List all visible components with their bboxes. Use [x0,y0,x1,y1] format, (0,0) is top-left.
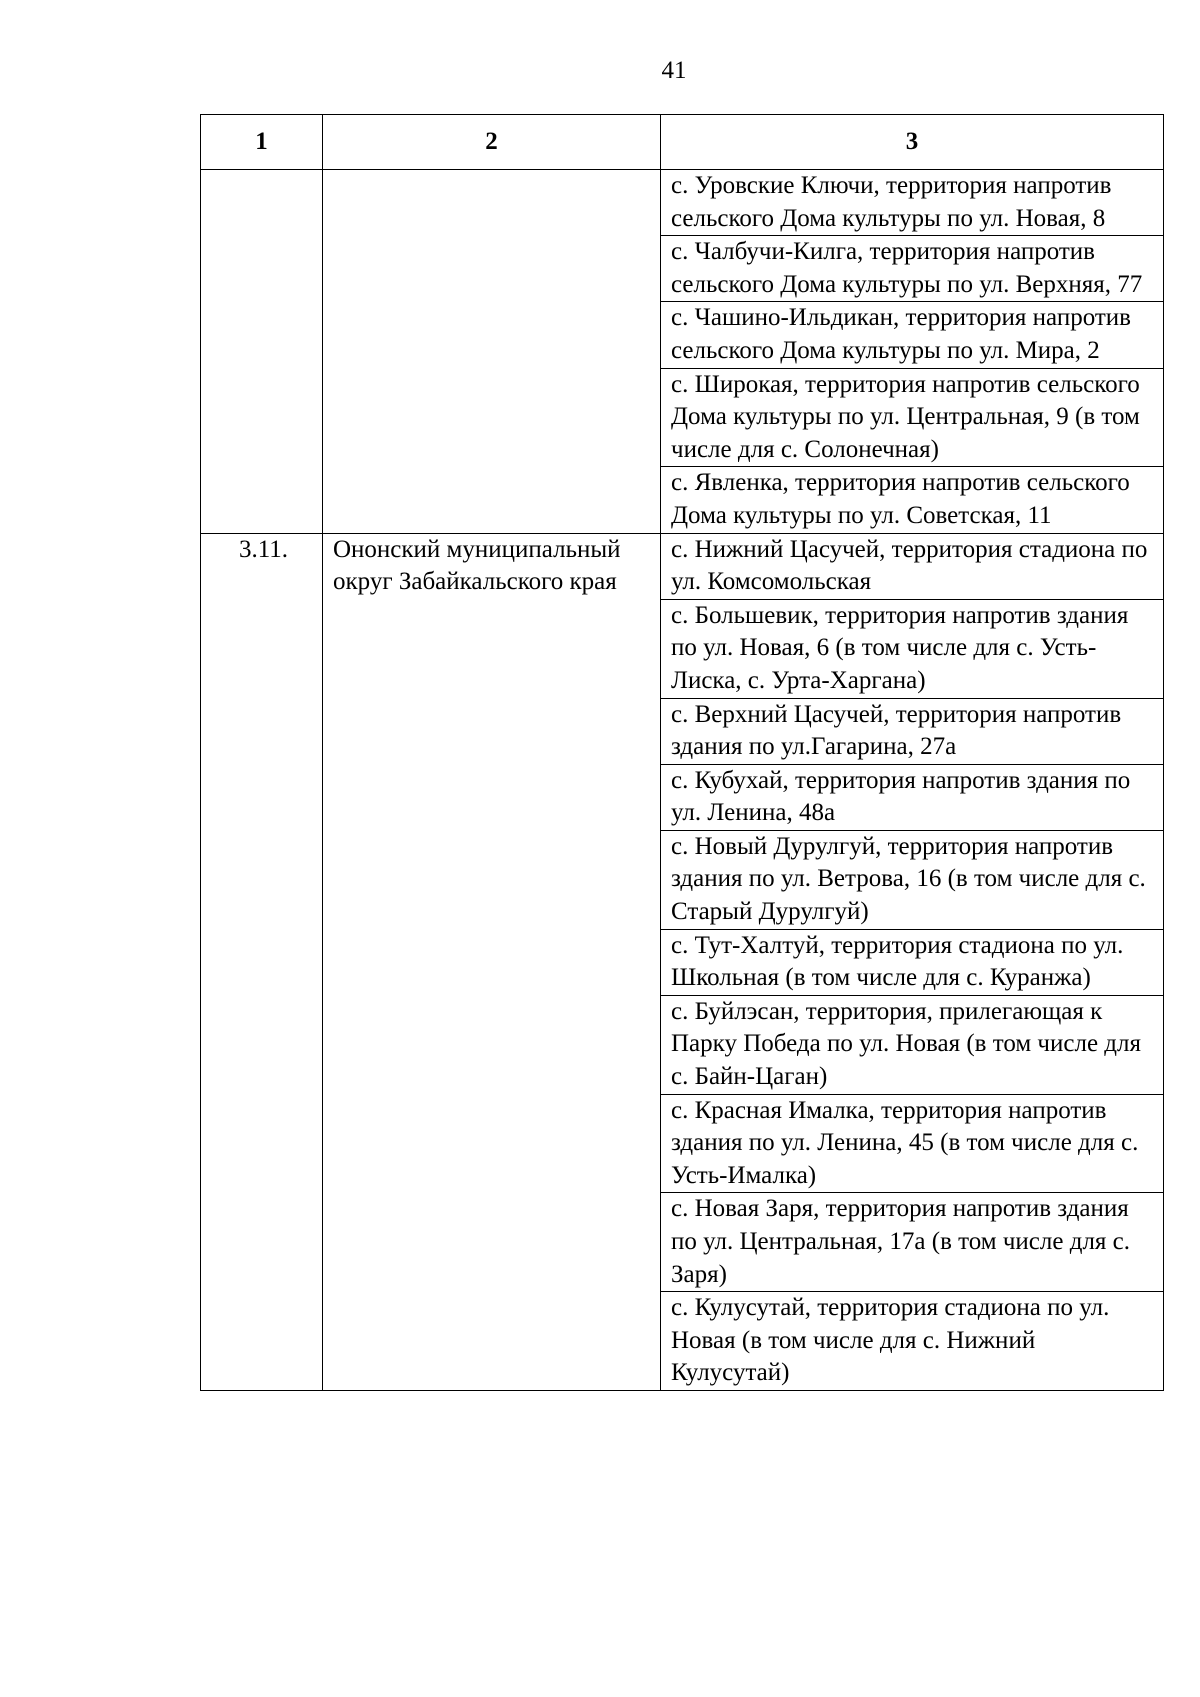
location-cell: с. Тут-Халтуй, территория стадиона по ул. Школьная (в том числе для с. Куранжа) [661,929,1164,995]
page-number: 41 [661,57,687,84]
district-cell: Ононский муниципальный округ Забайкальского края [323,533,661,1390]
district-cell [323,170,661,534]
location-cell: с. Красная Ималка, территория напротив здания по ул. Ленина, 45 (в том числе для с. Усть-Ималка) [661,1094,1164,1193]
table-row [201,533,1164,599]
location-cell: с. Буйлэсан, территория, прилегающая к Парку Победа по ул. Новая (в том числе для с. Байн-Цаган) [661,995,1164,1094]
table-body [201,170,1164,1391]
header-row [201,115,1164,170]
location-cell: с. Чашино-Ильдикан, территория напротив сельского Дома культуры по ул. Мира, 2 [661,302,1164,368]
location-cell: с. Кулусутай, территория стадиона по ул. Новая (в том числе для с. Нижний Кулусутай) [661,1292,1164,1391]
location-cell: с. Новая Заря, территория напротив здания по ул. Центральная, 17а (в том числе для с. Заря) [661,1193,1164,1292]
location-cell: с. Верхний Цасучей, территория напротив здания по ул.Гагарина, 27а [661,698,1164,764]
locations-table [200,114,1164,1391]
column-header-1: 1 [201,115,323,170]
location-cell: с. Широкая, территория напротив сельского Дома культуры по ул. Центральная, 9 (в том числе для с. Солонечная) [661,368,1164,467]
location-cell: с. Нижний Цасучей, территория стадиона по ул. Комсомольская [661,533,1164,599]
column-header-2: 2 [323,115,661,170]
location-cell: с. Большевик, территория напротив здания по ул. Новая, 6 (в том числе для с. Усть-Лиска, с. Урта-Харгана) [661,599,1164,698]
location-cell: с. Кубухай, территория напротив здания по ул. Ленина, 48а [661,764,1164,830]
location-cell: с. Новый Дурулгуй, территория напротив здания по ул. Ветрова, 16 (в том числе для с. Старый Дурулгуй) [661,830,1164,929]
item-number-cell: 3.11. [201,533,323,1390]
table-header [201,115,1164,170]
table-row [201,170,1164,236]
location-cell: с. Уровские Ключи, территория напротив сельского Дома культуры по ул. Новая, 8 [661,170,1164,236]
column-header-3: 3 [661,115,1164,170]
item-number-cell [201,170,323,534]
location-cell: с. Чалбучи-Килга, территория напротив сельского Дома культуры по ул. Верхняя, 77 [661,236,1164,302]
location-cell: с. Явленка, территория напротив сельского Дома культуры по ул. Советская, 11 [661,467,1164,533]
